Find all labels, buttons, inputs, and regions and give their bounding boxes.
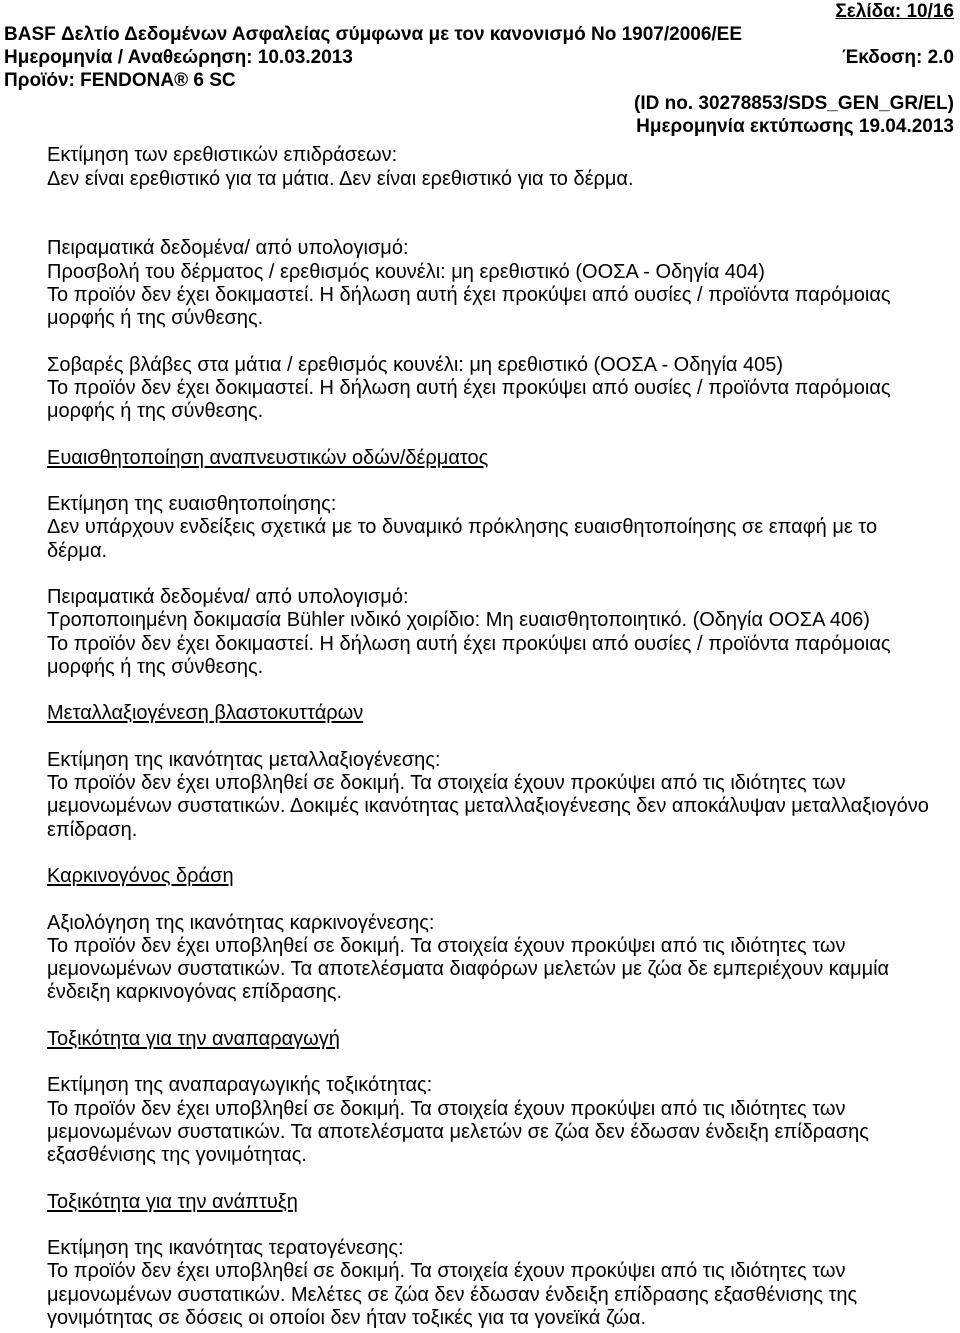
assessment-label: Εκτίμηση της ικανότητας μεταλλαξιογένεσης: xyxy=(47,748,441,771)
section-developmental-toxicity xyxy=(47,1191,957,1331)
assessment-label: Εκτίμηση της ευαισθητοποίησης: xyxy=(47,493,337,516)
blank-line xyxy=(47,470,957,493)
assessment-text: δέρμα. xyxy=(47,539,108,562)
assessment-label: Εκτίμηση της αναπαραγωγικής τοξικότητας: xyxy=(47,1074,433,1097)
page-number: Σελίδα: 10/16 xyxy=(835,1,954,22)
assessment-text: ένδειξη καρκινογόνας επίδρασης. xyxy=(47,981,343,1004)
blank-line xyxy=(47,330,957,353)
assessment-text: μεμονωμένων συστατικών. Μελέτες σε ζώα δεν έδωσαν ένδειξη επίδρασης εξασθένισης της xyxy=(47,1283,858,1306)
blank-line xyxy=(47,1167,957,1190)
eye-irritation-note: Το προϊόν δεν έχει δοκιμαστεί. Η δήλωση αυτή έχει προκύψει από ουσίες / προϊόντα παρόμοιας xyxy=(47,376,891,399)
blank-line xyxy=(47,563,957,586)
assessment-text: Δεν είναι ερεθιστικό για τα μάτια. Δεν είναι ερεθιστικό για το δέρμα. xyxy=(47,167,634,190)
assessment-label: Εκτίμηση της ικανότητας τερατογένεσης: xyxy=(47,1237,404,1260)
section-heading: Τοξικότητα για την αναπαραγωγή xyxy=(47,1027,340,1050)
blank-line xyxy=(47,1051,957,1074)
assessment-text: Το προϊόν δεν έχει υποβληθεί σε δοκιμή. Τα στοιχεία έχουν προκύψει από τις ιδιότητες των xyxy=(47,1260,846,1283)
document-title: BASF Δελτίο Δεδομένων Ασφαλείας σύμφωνα με τον κανονισμό Νο 1907/2006/ΕΕ xyxy=(4,24,743,45)
assessment-text: μεμονωμένων συστατικών. Τα αποτελέσματα μελετών σε ζώα δεν έδωσαν ένδειξη επίδρασης xyxy=(47,1120,869,1143)
skin-irritation-result: Προσβολή του δέρματος / ερεθισμός κουνέλι: μη ερεθιστικό (ΟΟΣΑ - Οδηγία 404) xyxy=(47,260,765,283)
blank-line xyxy=(47,726,957,749)
revision-row xyxy=(4,46,954,69)
sensitization-result: Τροποποιημένη δοκιμασία Bühler ινδικό χοιρίδιο: Μη ευαισθητοποιητικό. (Οδηγία ΟΟΣΑ 406) xyxy=(47,609,870,632)
eye-irritation-result: Σοβαρές βλάβες στα μάτια / ερεθισμός κουνέλι: μη ερεθιστικό (ΟΟΣΑ - Οδηγία 405) xyxy=(47,353,784,376)
section-sensitization xyxy=(47,447,957,703)
blank-line xyxy=(47,842,957,865)
sensitization-note: Το προϊόν δεν έχει δοκιμαστεί. Η δήλωση αυτή έχει προκύψει από ουσίες / προϊόντα παρόμοιας xyxy=(47,632,891,655)
assessment-text: Το προϊόν δεν έχει υποβληθεί σε δοκιμή. Τα στοιχεία έχουν προκύψει από τις ιδιότητες των xyxy=(47,1097,846,1120)
blank-line xyxy=(47,214,957,237)
document-header xyxy=(4,0,954,138)
section-heading: Τοξικότητα για την ανάπτυξη xyxy=(47,1190,298,1213)
assessment-text: μεμονωμένων συστατικών. Δοκιμές ικανότητας μεταλλαξιογένεσης δεν αποκάλυψαν μεταλλαξιογόνο xyxy=(47,795,929,818)
blank-line xyxy=(47,1005,957,1028)
experimental-label: Πειραματικά δεδομένα/ από υπολογισμό: xyxy=(47,237,409,260)
assessment-label: Εκτίμηση των ερεθιστικών επιδράσεων: xyxy=(47,144,398,167)
print-date: Ημερομηνία εκτύπωσης 19.04.2013 xyxy=(636,116,954,137)
experimental-label: Πειραματικά δεδομένα/ από υπολογισμό: xyxy=(47,586,409,609)
assessment-text: Δεν υπάρχουν ενδείξεις σχετικά με το δυναμικό πρόκλησης ευαισθητοποίησης σε επαφή με το xyxy=(47,516,878,539)
assessment-text: επίδραση. xyxy=(47,818,138,841)
section-mutagenicity xyxy=(47,702,957,865)
section-heading: Ευαισθητοποίηση αναπνευστικών οδών/δέρματος xyxy=(47,446,489,469)
product-name: Προϊόν: FENDONA® 6 SC xyxy=(4,70,236,91)
blank-line xyxy=(47,191,957,214)
blank-line xyxy=(47,888,957,911)
blank-line xyxy=(47,679,957,702)
section-irritation xyxy=(47,144,957,446)
skin-irritation-note: Το προϊόν δεν έχει δοκιμαστεί. Η δήλωση αυτή έχει προκύψει από ουσίες / προϊόντα παρόμοιας xyxy=(47,283,891,306)
assessment-text: εξασθένισης της γονιμότητας. xyxy=(47,1144,307,1167)
eye-irritation-note: μορφής ή της σύνθεσης. xyxy=(47,400,264,423)
assessment-text: Το προϊόν δεν έχει υποβληθεί σε δοκιμή. Τα στοιχεία έχουν προκύψει από τις ιδιότητες των xyxy=(47,772,846,795)
section-reproductive-toxicity xyxy=(47,1028,957,1191)
section-carcinogenicity xyxy=(47,865,957,1028)
id-number: (ID no. 30278853/SDS_GEN_GR/EL) xyxy=(634,93,954,114)
page-number-row xyxy=(4,0,954,23)
section-heading: Καρκινογόνος δράση xyxy=(47,865,234,888)
section-heading: Μεταλλαξιογένεση βλαστοκυττάρων xyxy=(47,702,364,725)
version: Έκδοση: 2.0 xyxy=(842,47,954,68)
skin-irritation-note: μορφής ή της σύνθεσης. xyxy=(47,307,264,330)
blank-line xyxy=(47,1214,957,1237)
document-body xyxy=(47,144,957,1330)
assessment-text: γονιμότητας σε δόσεις οι οποίοι δεν ήταν τοξικές για τα γονεϊκά ζώα. xyxy=(47,1306,647,1329)
assessment-text: Το προϊόν δεν έχει υποβληθεί σε δοκιμή. Τα στοιχεία έχουν προκύψει από τις ιδιότητες των xyxy=(47,934,846,957)
assessment-label: Αξιολόγηση της ικανότητας καρκινογένεσης: xyxy=(47,911,435,934)
revision-date: Ημερομηνία / Αναθεώρηση: 10.03.2013 xyxy=(4,47,353,68)
blank-line xyxy=(47,423,957,446)
assessment-text: μεμονωμένων συστατικών. Τα αποτελέσματα διαφόρων μελετών με ζώα δε εμπεριέχουν καμμία xyxy=(47,958,890,981)
sensitization-note: μορφής ή της σύνθεσης. xyxy=(47,655,264,678)
